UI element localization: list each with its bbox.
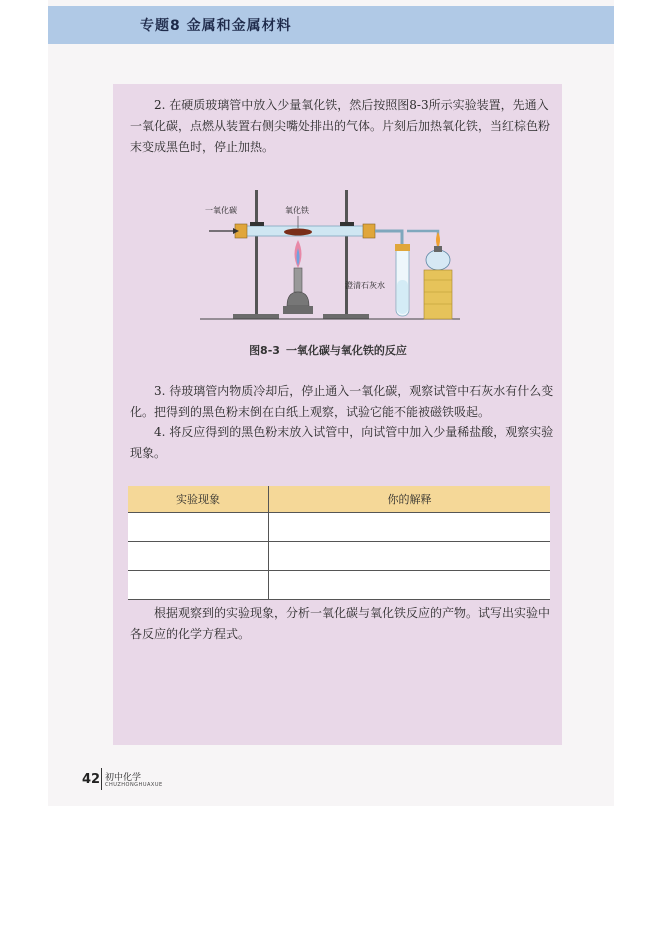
- book-pinyin: CHUZHONGHUAXUE: [105, 782, 163, 788]
- table-row: [128, 513, 550, 542]
- stand-rod-right: [345, 190, 348, 314]
- table-header-row: [128, 486, 550, 513]
- table-cell[interactable]: [128, 542, 269, 571]
- conclusion-text: 根据观察到的实验现象，分析一氧化碳与氧化铁反应的产物。试写出实验中各反应的化学方程式。: [130, 606, 551, 641]
- iron-oxide-powder: [284, 229, 312, 236]
- burner-base: [287, 292, 309, 306]
- observation-table: [128, 486, 550, 600]
- book-title: 初中化学: [105, 773, 142, 783]
- stand-base-right: [323, 314, 369, 319]
- exhaust-tube: [407, 231, 438, 246]
- clamp-right: [340, 222, 354, 226]
- table-cell[interactable]: [269, 571, 551, 600]
- label-limewater: 澄清石灰水: [345, 281, 385, 290]
- step-2-text: 2. 在硬质玻璃管中放入少量氧化铁，然后按照图8-3所示实验装置，先通入一氧化碳，点燃从装置右侧尖嘴处排出的气体。片刻后加热氧化铁，当红棕色粉末变成黑色时，停止加热。: [130, 98, 551, 154]
- table-cell[interactable]: [128, 571, 269, 600]
- step-4-text: 4. 将反应得到的黑色粉末放入试管中，向试管中加入少量稀盐酸，观察实验现象。: [130, 425, 554, 460]
- lamp-flame: [436, 232, 440, 248]
- table-row: [128, 571, 550, 600]
- burner-tube: [294, 268, 302, 292]
- label-iron-oxide: 氧化铁: [285, 206, 309, 215]
- page-number: 42: [82, 772, 101, 787]
- chapter-header-band: [48, 6, 614, 44]
- header-phenomenon: 实验现象: [128, 486, 269, 513]
- stand-rod-left: [255, 190, 258, 314]
- apparatus-figure: [195, 188, 465, 328]
- limewater: [397, 280, 408, 314]
- stopper-right: [363, 224, 375, 238]
- footer-divider: [101, 768, 102, 790]
- alcohol-lamp: [426, 250, 450, 270]
- step-3-text: 3. 待玻璃管内物质冷却后，停止通入一氧化碳，观察试管中石灰水有什么变化。把得到的黑色粉末倒在白纸上观察，试验它能不能被磁铁吸起。: [130, 384, 554, 419]
- test-tube-stopper: [395, 244, 410, 251]
- table-cell[interactable]: [128, 513, 269, 542]
- figure-caption: [0, 342, 662, 358]
- label-carbon-monoxide: 一氧化碳: [205, 206, 237, 215]
- figure-caption-text: 一氧化碳与氧化铁的反应: [285, 344, 407, 357]
- stand-base-left: [233, 314, 279, 319]
- header-explanation: 你的解释: [269, 486, 551, 513]
- wooden-block: [424, 270, 452, 319]
- chapter-title: 专题8 金属和金属材料: [140, 18, 292, 34]
- table-cell[interactable]: [269, 542, 551, 571]
- table-row: [128, 542, 550, 571]
- table-cell[interactable]: [269, 513, 551, 542]
- clamp-left: [250, 222, 264, 226]
- figure-number: 图8-3: [249, 344, 280, 357]
